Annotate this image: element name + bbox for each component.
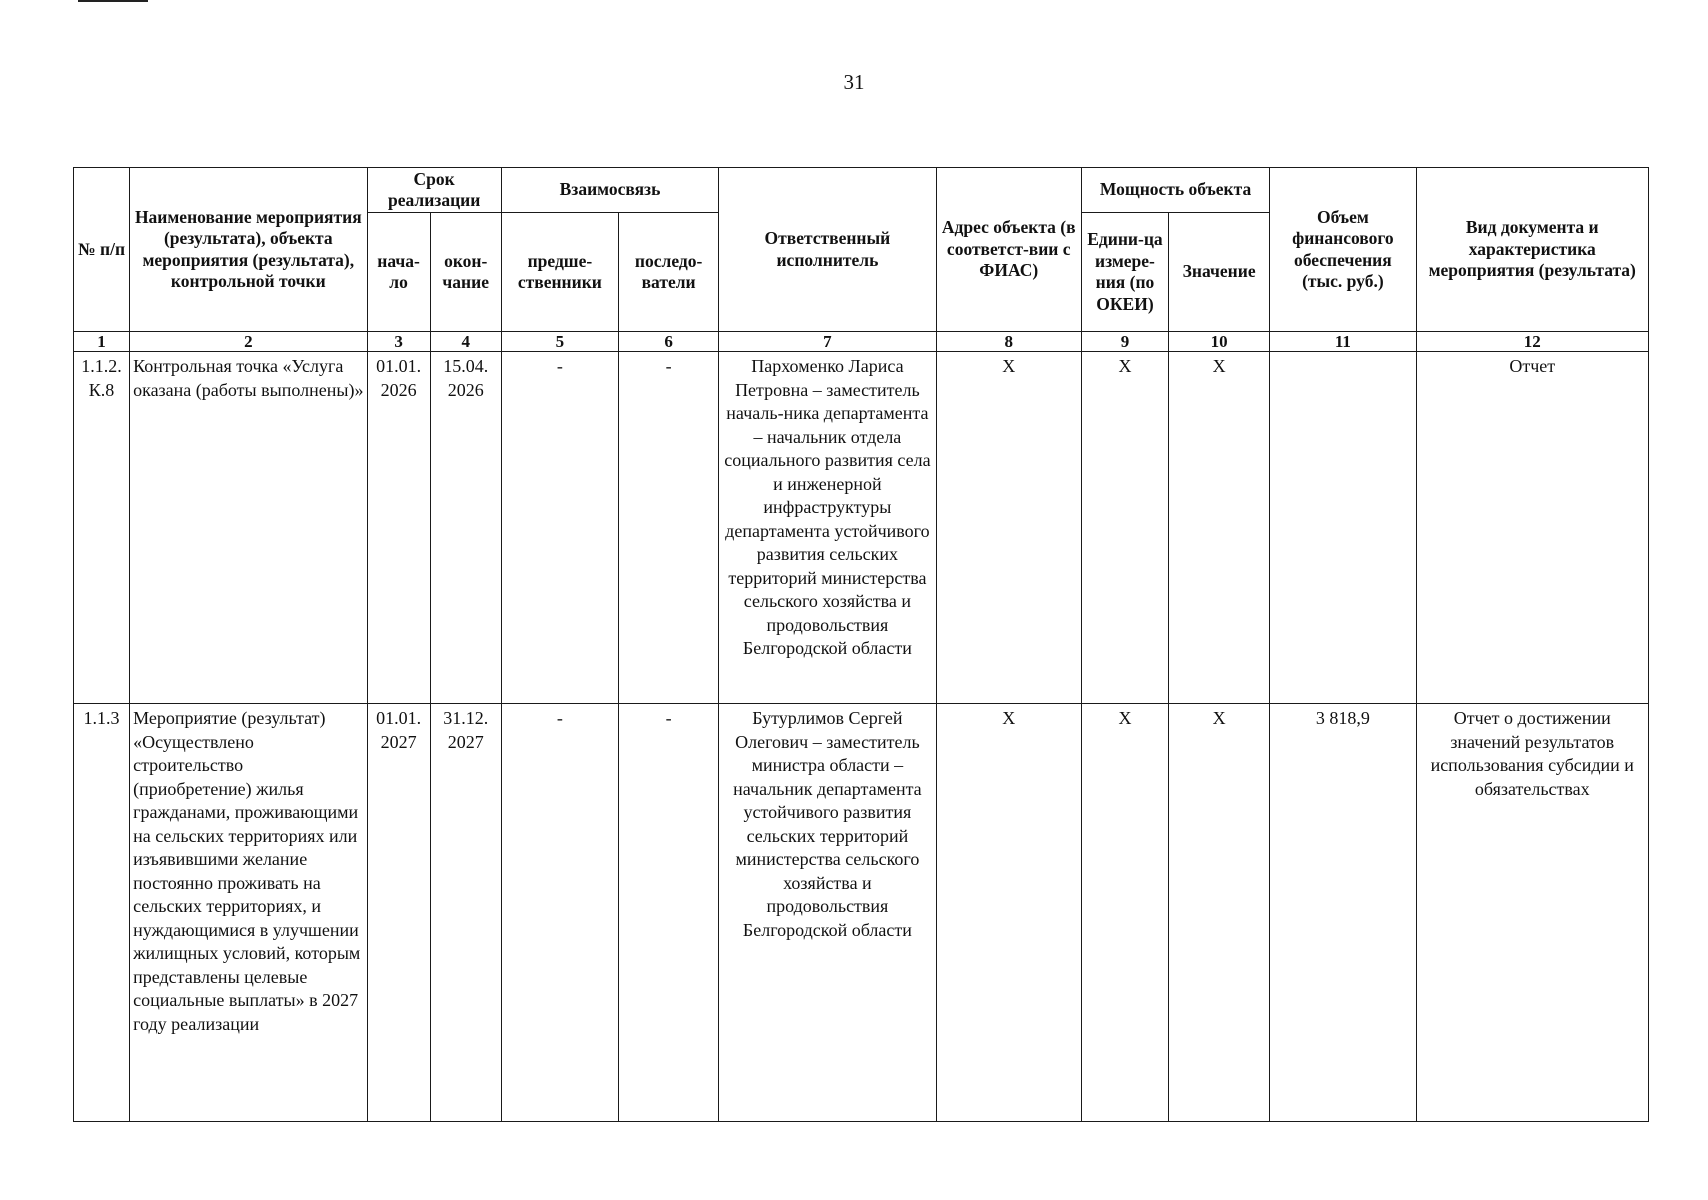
header-term-start: нача-ло bbox=[367, 213, 430, 332]
cell-value: Х bbox=[1169, 352, 1270, 704]
column-number: 1 bbox=[74, 332, 130, 352]
cell-num: 1.1.2. К.8 bbox=[74, 352, 130, 704]
cell-succ: - bbox=[619, 704, 719, 1122]
cell-num: 1.1.3 bbox=[74, 704, 130, 1122]
header-name: Наименование мероприятия (результата), объекта мероприятия (результата), контрольной точки bbox=[130, 168, 367, 332]
header-responsible: Ответственный исполнитель bbox=[719, 168, 936, 332]
cell-doc: Отчет bbox=[1416, 352, 1649, 704]
cell-start: 01.01. 2026 bbox=[367, 352, 430, 704]
column-number: 5 bbox=[501, 332, 618, 352]
column-number: 3 bbox=[367, 332, 430, 352]
header-term: Срок реализации bbox=[367, 168, 501, 213]
column-number: 10 bbox=[1169, 332, 1270, 352]
header-link: Взаимосвязь bbox=[501, 168, 718, 213]
header-term-end: окон-чание bbox=[430, 213, 501, 332]
header-address: Адрес объекта (в соответст-вии с ФИАС) bbox=[936, 168, 1081, 332]
header-capacity-value: Значение bbox=[1169, 213, 1270, 332]
cell-responsible: Пархоменко Лариса Петровна – заместитель началь-ника департамента – начальник отдела социального развития села и инженерной инфраструктуры департамента устойчивого развития сельских территорий министерства сельского хозяйства и продовольствия Белгородской области bbox=[719, 352, 936, 704]
cell-name: Мероприятие (результат) «Осуществлено строительство (приобретение) жилья гражданами, проживающими на сельских территориях или изъявившими желание постоянно проживать на сельских территориях, и нуждающимися в улучшении жилищных условий, которым представлены целевые социальные выплаты» в 2027 году реализации bbox=[130, 704, 367, 1122]
cell-succ: - bbox=[619, 352, 719, 704]
cell-doc: Отчет о достижении значений результатов использования субсидии и обязательствах bbox=[1416, 704, 1649, 1122]
table-row bbox=[74, 352, 1649, 704]
column-number: 7 bbox=[719, 332, 936, 352]
cell-unit: Х bbox=[1081, 352, 1168, 704]
column-number: 6 bbox=[619, 332, 719, 352]
header-doc: Вид документа и характеристика мероприятия (результата) bbox=[1416, 168, 1649, 332]
column-number: 9 bbox=[1081, 332, 1168, 352]
cell-name: Контрольная точка «Услуга оказана (работы выполнены)» bbox=[130, 352, 367, 704]
cell-pred: - bbox=[501, 704, 618, 1122]
plan-table bbox=[73, 167, 1649, 1122]
cell-value: Х bbox=[1169, 704, 1270, 1122]
column-number: 11 bbox=[1270, 332, 1416, 352]
cell-address: Х bbox=[936, 352, 1081, 704]
cell-address: Х bbox=[936, 704, 1081, 1122]
cell-start: 01.01. 2027 bbox=[367, 704, 430, 1122]
column-number: 12 bbox=[1416, 332, 1649, 352]
header-finance: Объем финансового обеспечения (тыс. руб.) bbox=[1270, 168, 1416, 332]
header-capacity-unit: Едини-ца измере-ния (по ОКЕИ) bbox=[1081, 213, 1168, 332]
column-number: 2 bbox=[130, 332, 367, 352]
cell-end: 15.04. 2026 bbox=[430, 352, 501, 704]
cell-responsible: Бутурлимов Сергей Олегович – заместитель министра области – начальник департамента устойчивого развития сельских территорий министерства сельского хозяйства и продовольствия Белгородской области bbox=[719, 704, 936, 1122]
column-number: 8 bbox=[936, 332, 1081, 352]
header-link-succ: последо-ватели bbox=[619, 213, 719, 332]
header-capacity: Мощность объекта bbox=[1081, 168, 1269, 213]
page-number: 31 bbox=[843, 70, 865, 94]
header-link-pred: предше-ственники bbox=[501, 213, 618, 332]
cell-unit: Х bbox=[1081, 704, 1168, 1122]
cell-end: 31.12. 2027 bbox=[430, 704, 501, 1122]
header-row-top bbox=[74, 168, 1649, 213]
cell-pred: - bbox=[501, 352, 618, 704]
column-number-row bbox=[74, 332, 1649, 352]
column-number: 4 bbox=[430, 332, 501, 352]
cell-finance bbox=[1270, 352, 1416, 704]
scan-artifact-line bbox=[78, 0, 148, 2]
cell-finance: 3 818,9 bbox=[1270, 704, 1416, 1122]
table-row bbox=[74, 704, 1649, 1122]
header-num: № п/п bbox=[74, 168, 130, 332]
